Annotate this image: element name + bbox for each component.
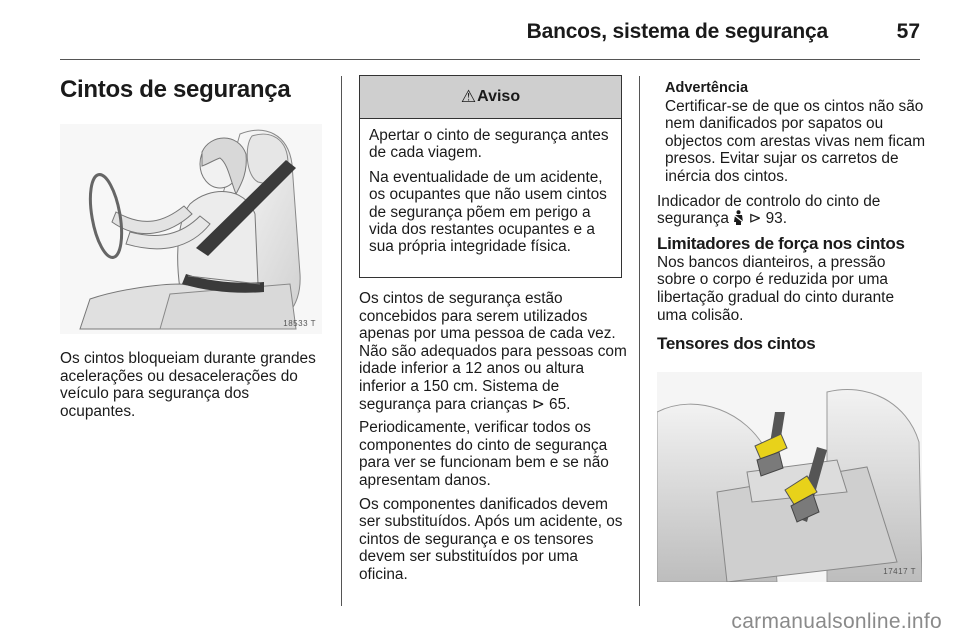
heading-force-limiters: Limitadores de força nos cintos (657, 233, 905, 253)
warning-box (359, 75, 622, 278)
intro-paragraph: Os cintos bloqueiam durante grandes acelerações ou desacelerações do veículo para segurança dos ocupantes. (60, 350, 316, 420)
column-3-text (657, 80, 927, 354)
column-divider-1 (341, 76, 342, 606)
column-divider-2 (639, 76, 640, 606)
heading-tensioners: Tensores dos cintos (657, 334, 816, 354)
warning-header (360, 76, 621, 119)
notice-text: Certificar-se de que os cintos não são nem danificados por sapatos ou objectos com arestas vivas nem ficam presos. Evitar sujar os carretos de inércia dos cintos. (665, 97, 926, 185)
paragraph-replace: Os componentes danificados devem ser substituídos. Após um acidente, os cintos de segurança e os tensores devem ser substituídos por uma oficina. (359, 495, 623, 583)
page-ref-arrow-icon: ⊳ (531, 395, 545, 413)
watermark: carmanualsonline.info (731, 610, 942, 633)
figure-number: 18533 T (283, 319, 316, 328)
paragraph-usage-text: Os cintos de segurança estão concebidos para serem utilizados apenas por uma pessoa de cada vez. Não são adequados para pessoas com idade inferior a 12 anos ou altura inferior a 150 cm. Sistema de segurança para crianças (359, 290, 627, 413)
seatbelt-warning-icon (733, 210, 748, 227)
buckle-drawing (657, 372, 922, 582)
driver-seatbelt-drawing (60, 124, 322, 334)
paragraph-usage (359, 290, 627, 413)
page-ref-arrow-icon: ⊳ (748, 210, 762, 228)
column-1-text (60, 350, 328, 426)
warning-title: Aviso (477, 88, 521, 105)
section-heading: Cintos de segurança (60, 76, 291, 103)
notice-block (657, 80, 927, 186)
warning-paragraph-2: Na eventualidade de um acidente, os ocupantes que não usem cintos de segurança põem em perigo a vida dos restantes ocupantes e a sua própria integridade física. (369, 168, 607, 256)
belt-buckle-illustration (657, 372, 922, 582)
indicator-text: Indicador de controlo do cinto de segurança (657, 192, 881, 228)
indicator-paragraph (657, 193, 927, 228)
limiters-paragraph: Nos bancos dianteiros, a pressão sobre o corpo é reduzida por uma libertação gradual do cinto durante uma colisão. (657, 253, 895, 324)
page-ref-child-safety[interactable]: 65. (549, 395, 571, 413)
page-number: 57 (896, 20, 920, 43)
header-rule (60, 59, 920, 60)
running-header-title: Bancos, sistema de segurança (526, 20, 828, 43)
warning-body (360, 119, 621, 256)
figure-number: 17417 T (883, 567, 916, 576)
column-2-text (359, 290, 627, 590)
notice-title: Advertência (665, 80, 749, 96)
warning-paragraph-1: Apertar o cinto de segurança antes de cada viagem. (369, 127, 609, 162)
paragraph-check: Periodicamente, verificar todos os componentes do cinto de segurança para ver se funcionam bem e se não apresentam danos. (359, 419, 609, 489)
page-ref-indicator[interactable]: 93. (765, 210, 788, 228)
warning-triangle-icon: ⚠ (460, 87, 477, 106)
seatbelt-driver-illustration (60, 124, 322, 334)
